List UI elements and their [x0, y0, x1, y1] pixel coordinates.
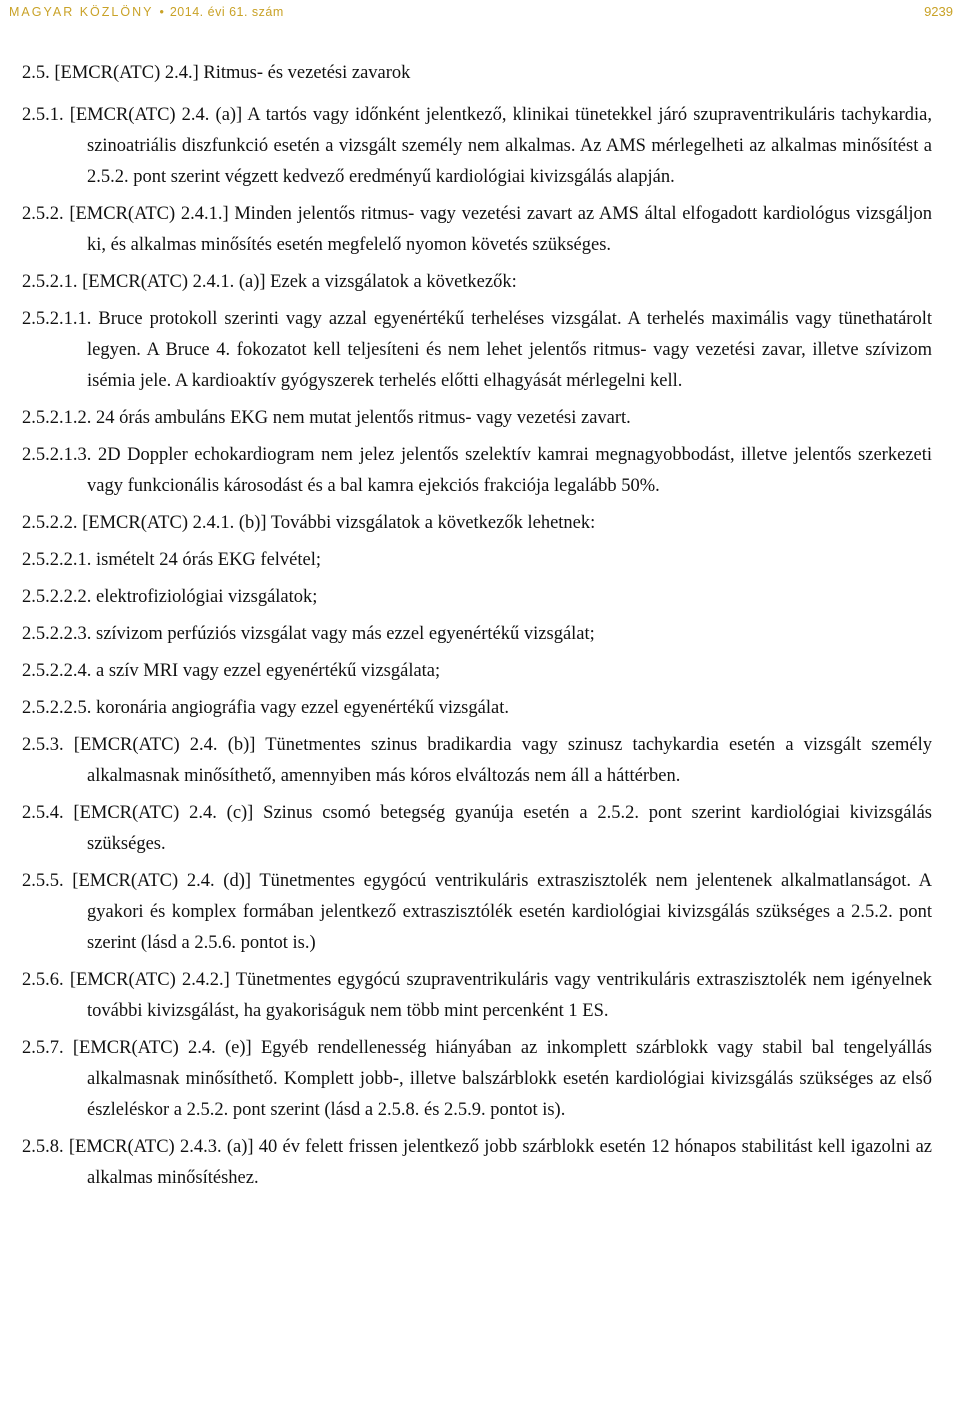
issue-label: 2014. évi 61. szám: [169, 5, 284, 19]
paragraph-2-5-2-2-2: 2.5.2.2.2. elektrofiziológiai vizsgálatok;: [22, 587, 318, 607]
body-text: [22, 58, 932, 1194]
section-heading: 2.5. [EMCR(ATC) 2.4.] Ritmus- és vezetési zavarok: [22, 63, 411, 83]
running-head: [9, 5, 284, 19]
paragraph-2-5-2-2-4: 2.5.2.2.4. a szív MRI vagy ezzel egyenértékű vizsgálata;: [22, 661, 441, 681]
paragraph-2-5-2-1-1: 2.5.2.1.1. Bruce protokoll szerinti vagy azzal egyenértékű terheléses vizsgálat. A terhelés maximális vagy tünethatárolt legyen. A Bruce 4. fokozatot kell teljesíteni és nem lehet jelentős ritmus- vagy vezetési zavar, illetve szívizom isémia jele. A kardioaktív gyógyszerek terhelés előtti elhagyását mérlegelni kell.: [22, 309, 932, 391]
paragraph-2-5-6: 2.5.6. [EMCR(ATC) 2.4.2.] Tünetmentes egygócú szupraventrikuláris vagy ventrikuláris extraszisztolék nem igényelnek további kivizsgálást, ha gyakoriságuk nem több mint percenként 1 ES.: [22, 970, 932, 1021]
paragraph-2-5-7: 2.5.7. [EMCR(ATC) 2.4. (e)] Egyéb rendellenesség hiányában az inkomplett szárblokk vagy stabil bal tengelyállás alkalmasnak minősíthető. Komplett jobb-, illetve balszárblokk esetén kardiológiai kivizsgálás szükséges az első észleléskor a 2.5.2. pont szerint (lásd a 2.5.8. és 2.5.9. pontot is).: [22, 1038, 932, 1120]
paragraph-2-5-4: 2.5.4. [EMCR(ATC) 2.4. (c)] Szinus csomó betegség gyanúja esetén a 2.5.2. pont szerint kardiológiai kivizsgálás szükséges.: [22, 803, 932, 854]
paragraph-2-5-3: 2.5.3. [EMCR(ATC) 2.4. (b)] Tünetmentes szinus bradikardia vagy szinusz tachykardia esetén a vizsgált személy alkalmasnak minősíthető, amennyiben más kóros elváltozás nem áll a háttérben.: [22, 735, 932, 786]
paragraph-2-5-2-2-1: 2.5.2.2.1. ismételt 24 órás EKG felvétel;: [22, 550, 322, 570]
paragraph-2-5-2-2-5: 2.5.2.2.5. koronária angiográfia vagy ezzel egyenértékű vizsgálat.: [22, 698, 509, 718]
paragraph-2-5-2-2-3: 2.5.2.2.3. szívizom perfúziós vizsgálat vagy más ezzel egyenértékű vizsgálat;: [22, 624, 595, 644]
paragraph-2-5-2-1: 2.5.2.1. [EMCR(ATC) 2.4.1. (a)] Ezek a vizsgálatok a következők:: [22, 272, 517, 292]
page-header: [0, 0, 960, 26]
paragraph-2-5-2-1-3: 2.5.2.1.3. 2D Doppler echokardiogram nem jelez jelentős szelektív kamrai megnagyobbodást, illetve jelentős szerkezeti vagy funkcionális károsodást és a bal kamra ejekciós frakciója legalább 50%.: [22, 445, 932, 496]
paragraph-2-5-2: 2.5.2. [EMCR(ATC) 2.4.1.] Minden jelentős ritmus- vagy vezetési zavart az AMS által elfogadott kardiológus vizsgáljon ki, és alkalmas minősítés esetén megfelelő nyomon követés szükséges.: [22, 204, 932, 255]
paragraph-2-5-2-2: 2.5.2.2. [EMCR(ATC) 2.4.1. (b)] További vizsgálatok a következők lehetnek:: [22, 513, 596, 533]
paragraph-2-5-2-1-2: 2.5.2.1.2. 24 órás ambuláns EKG nem mutat jelentős ritmus- vagy vezetési zavart.: [22, 408, 631, 428]
header-separator: •: [159, 5, 164, 19]
paragraph-2-5-5: 2.5.5. [EMCR(ATC) 2.4. (d)] Tünetmentes egygócú ventrikuláris extraszisztolék nem jelentenek alkalmatlanságot. A gyakori és komplex formában jelentkező extraszisztólék esetén kardiológiai kivizsgálás szükséges a 2.5.2. pont szerint (lásd a 2.5.6. pontot is.): [22, 871, 932, 953]
paragraph-2-5-1: 2.5.1. [EMCR(ATC) 2.4. (a)] A tartós vagy időnként jelentkező, klinikai tünetekkel járó szupraventrikuláris tachykardia, szinoatriális diszfunkció esetén a vizsgált személy nem alkalmas. Az AMS mérlegelheti az alkalmas minősítést a 2.5.2. pont szerint végzett kedvező eredményű kardiológiai kivizsgálás alapján.: [22, 105, 932, 187]
page-number: 9239: [924, 4, 953, 19]
journal-title: MAGYAR KÖZLÖNY: [9, 5, 154, 19]
paragraph-2-5-8: 2.5.8. [EMCR(ATC) 2.4.3. (a)] 40 év felett frissen jelentkező jobb szárblokk esetén 12 hónapos stabilitást kell igazolni az alkalmas minősítéshez.: [22, 1137, 932, 1188]
